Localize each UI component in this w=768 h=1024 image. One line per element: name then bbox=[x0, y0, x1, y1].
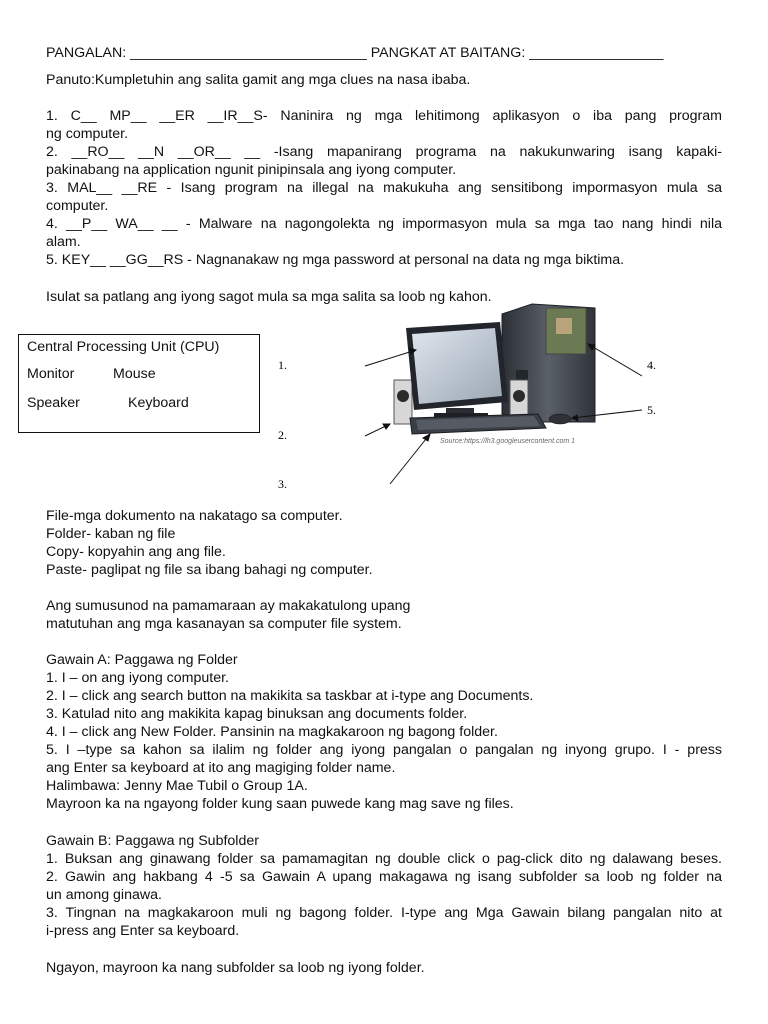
gawain-b-step: 3. Tingnan na magkakaroon muli ng bagong folder. I-type ang Mga Gawain bilang pangalan nito at bbox=[46, 905, 722, 921]
gawain-b-step: 2. Gawin ang hakbang 4 -5 sa Gawain A upang makagawa ng isang subfolder sa loob ng folder na bbox=[46, 869, 722, 885]
gawain-a-title: Gawain A: Paggawa ng Folder bbox=[46, 652, 238, 668]
gawain-a-step: 1. I – on ang iyong computer. bbox=[46, 670, 229, 686]
gawain-b-step: 1. Buksan ang ginawang folder sa pamamagitan ng double click o pag-click dito ng dalawang beses. bbox=[46, 851, 722, 867]
keyboard bbox=[410, 414, 546, 434]
word-cpu: Central Processing Unit (CPU) bbox=[27, 339, 220, 355]
clue-2-line-2: pakinabang na application ngunit pinipinsala ang iyong computer. bbox=[46, 162, 457, 178]
clue-4-line-2: alam. bbox=[46, 234, 81, 250]
computer-figure bbox=[270, 300, 670, 500]
definition-file: File-mga dokumento na nakatago sa computer. bbox=[46, 508, 343, 524]
mouse bbox=[549, 414, 571, 424]
gawain-b-title: Gawain B: Paggawa ng Subfolder bbox=[46, 833, 259, 849]
clue-3-line-1: 3. MAL__ __RE - Isang program na illegal na makukuha ang sensitibong impormasyon mula sa bbox=[46, 180, 722, 196]
figure-label-2: 2. bbox=[278, 428, 287, 442]
word-monitor: Monitor bbox=[27, 366, 75, 382]
gawain-a-result: Mayroon ka na ngayong folder kung saan puwede kang mag save ng files. bbox=[46, 796, 514, 812]
box-instruction: Isulat sa patlang ang iyong sagot mula sa mga salita sa loob ng kahon. bbox=[46, 289, 492, 305]
gawain-a-step: 5. I –type sa kahon sa ilalim ng folder ang iyong pangalan o pangalan ng inyong grupo. I - press bbox=[46, 742, 722, 758]
definition-folder: Folder- kaban ng file bbox=[46, 526, 176, 542]
figure-label-3: 3. bbox=[278, 477, 287, 491]
figure-label-5: 5. bbox=[647, 403, 656, 417]
clue-5: 5. KEY__ __GG__RS - Nagnanakaw ng mga password at personal na data ng mga biktima. bbox=[46, 252, 625, 268]
word-box bbox=[18, 334, 260, 433]
word-mouse: Mouse bbox=[113, 366, 156, 382]
image-source: Source:https://lh3.googleusercontent.com 1 bbox=[440, 438, 576, 445]
word-keyboard: Keyboard bbox=[128, 395, 189, 411]
clue-1-line-2: ng computer. bbox=[46, 126, 129, 142]
intro-line-1: Ang sumusunod na pamamaraan ay makakatulong upang bbox=[46, 598, 411, 614]
gawain-b-step: i-press ang Enter sa keyboard. bbox=[46, 923, 240, 939]
clue-3-line-2: computer. bbox=[46, 198, 109, 214]
definition-copy: Copy- kopyahin ang ang file. bbox=[46, 544, 226, 560]
gawain-a-step: 4. I – click ang New Folder. Pansinin na magkakaroon ng bagong folder. bbox=[46, 724, 498, 740]
figure-label-1: 1. bbox=[278, 358, 287, 372]
intro-line-2: matutuhan ang mga kasanayan sa computer file system. bbox=[46, 616, 402, 632]
clue-4-line-1: 4. __P__ WA__ __ - Malware na nagongolekta ng impormasyon mula sa mga tao nang hindi nila bbox=[46, 216, 722, 232]
figure-label-4: 4. bbox=[647, 358, 656, 372]
gawain-a-step: 2. I – click ang search button na makikita sa taskbar at i-type ang Documents. bbox=[46, 688, 534, 704]
gawain-a-step: 3. Katulad nito ang makikita kapag binuksan ang documents folder. bbox=[46, 706, 468, 722]
word-speaker: Speaker bbox=[27, 395, 80, 411]
clue-1-line-1: 1. C__ MP__ __ER __IR__S- Naninira ng mga lehitimong aplikasyon o iba pang program bbox=[46, 108, 722, 124]
instructions: Panuto:Kumpletuhin ang salita gamit ang mga clues na nasa ibaba. bbox=[46, 72, 471, 88]
definition-paste: Paste- paglipat ng file sa ibang bahagi ng computer. bbox=[46, 562, 373, 578]
name-and-section-line: PANGALAN: ______________________________ PANGKAT AT BAITANG: _________________ bbox=[46, 45, 664, 61]
monitor bbox=[406, 322, 508, 418]
gawain-a-example: Halimbawa: Jenny Mae Tubil o Group 1A. bbox=[46, 778, 308, 794]
closing-line: Ngayon, mayroon ka nang subfolder sa loob ng iyong folder. bbox=[46, 960, 425, 976]
gawain-a-step: ang Enter sa keyboard at ito ang magiging folder name. bbox=[46, 760, 396, 776]
clue-2-line-1: 2. __RO__ __N __OR__ __ -Isang mapanirang programa na nakukunwaring isang kapaki- bbox=[46, 144, 722, 160]
gawain-b-step: un among ginawa. bbox=[46, 887, 162, 903]
